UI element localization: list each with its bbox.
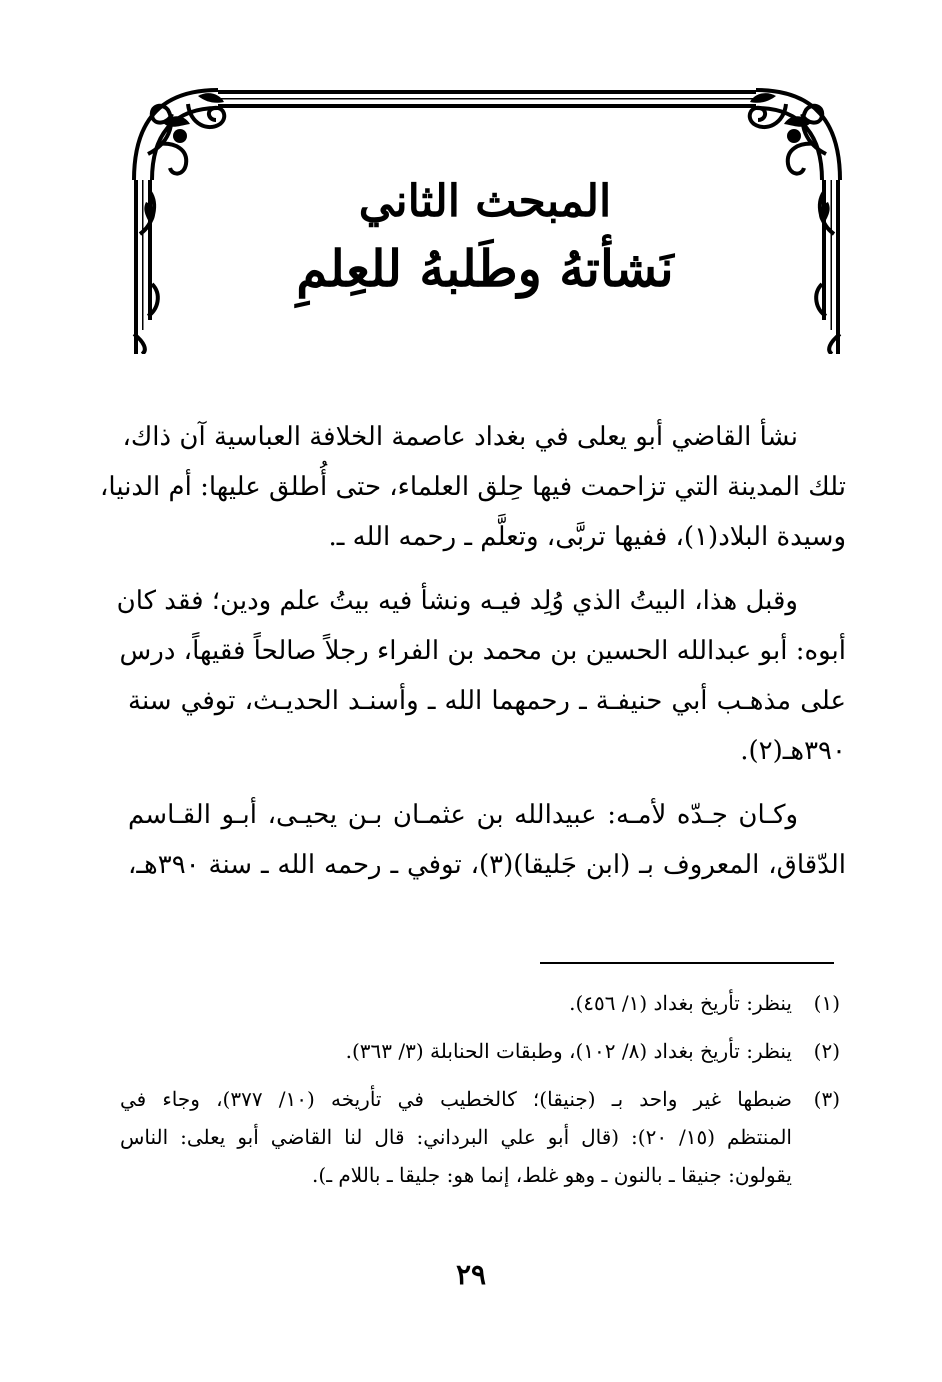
paragraph-line: نشأ القاضي أبو يعلى في بغداد عاصمة الخلافة العباسية آن ذاك، xyxy=(122,422,798,452)
footnote-3 xyxy=(120,1080,840,1194)
paragraph-line: وسيدة البلاد(١)، ففيها تربَّى، وتعلَّم ـ رحمه الله ـ. xyxy=(328,522,846,552)
page-number: ٢٩ xyxy=(455,1258,487,1291)
footnote-text xyxy=(120,1032,792,1070)
paragraph-line: تلك المدينة التي تزاحمت فيها حِلق العلماء، حتى أُطلق عليها: أم الدنيا، xyxy=(100,472,846,502)
footnote-number: (٣) xyxy=(813,1087,840,1111)
paragraph-3 xyxy=(128,790,846,890)
footnote-line: يقولون: جنيقا ـ بالنون ـ وهو غلط، إنما هو: جليقا ـ باللام ـ). xyxy=(312,1163,792,1187)
body-text xyxy=(100,412,846,904)
footnote-2 xyxy=(120,1032,840,1070)
paragraph-1 xyxy=(100,412,846,562)
footnote-text xyxy=(120,1080,792,1194)
paragraph-line: وكـان جـدّه لأمـه: عبيدالله بن عثمـان بـن يحيـى، أبـو القـاسم xyxy=(128,800,798,830)
footnote-divider xyxy=(540,962,834,964)
paragraph-line: على مذهـب أبي حنيفـة ـ رحمهما الله ـ وأسنـد الحديـث، توفي سنة xyxy=(128,686,846,716)
footnote-line: المنتظم (١٥/ ٢٠): (قال أبو علي البرداني: قال لنا القاضي أبو يعلى: الناس xyxy=(120,1125,792,1149)
footnote-number: (٢) xyxy=(813,1039,840,1063)
footnotes xyxy=(120,984,840,1204)
footnote-1 xyxy=(120,984,840,1022)
paragraph-line: الدّقاق، المعروف بـ (ابن جَليقا)(٣)، توفي ـ رحمه الله ـ سنة ٣٩٠هـ، xyxy=(128,850,846,880)
footnote-line: ضبطها غير واحد بـ (جنيقا)؛ كالخطيب في تأريخه (١٠/ ٣٧٧)، وجاء في xyxy=(120,1087,792,1111)
footnote-line: ينظر: تأريخ بغداد (٨/ ١٠٢)، وطبقات الحنابلة (٣/ ٣٦٣). xyxy=(345,1039,792,1063)
section-label: المبحث الثاني xyxy=(358,176,612,227)
chapter-heading xyxy=(200,170,770,304)
footnote-line: ينظر: تأريخ بغداد (١/ ٤٥٦). xyxy=(569,991,792,1015)
paragraph-line: ٣٩٠هـ(٢). xyxy=(740,736,846,766)
paragraph-line: أبوه: أبو عبدالله الحسين بن محمد بن الفراء رجلاً صالحاً فقيهاً، درس xyxy=(119,636,846,666)
paragraph-line: وقبل هذا، البيتُ الذي وُلِد فيـه ونشأ فيه بيتُ علم ودين؛ فقد كان xyxy=(116,586,798,616)
section-title: نَشأتهُ وطَلبهُ للعِلمِ xyxy=(296,239,674,298)
footnote-number: (١) xyxy=(813,991,840,1015)
paragraph-2 xyxy=(116,576,846,776)
footnote-text xyxy=(120,984,792,1022)
